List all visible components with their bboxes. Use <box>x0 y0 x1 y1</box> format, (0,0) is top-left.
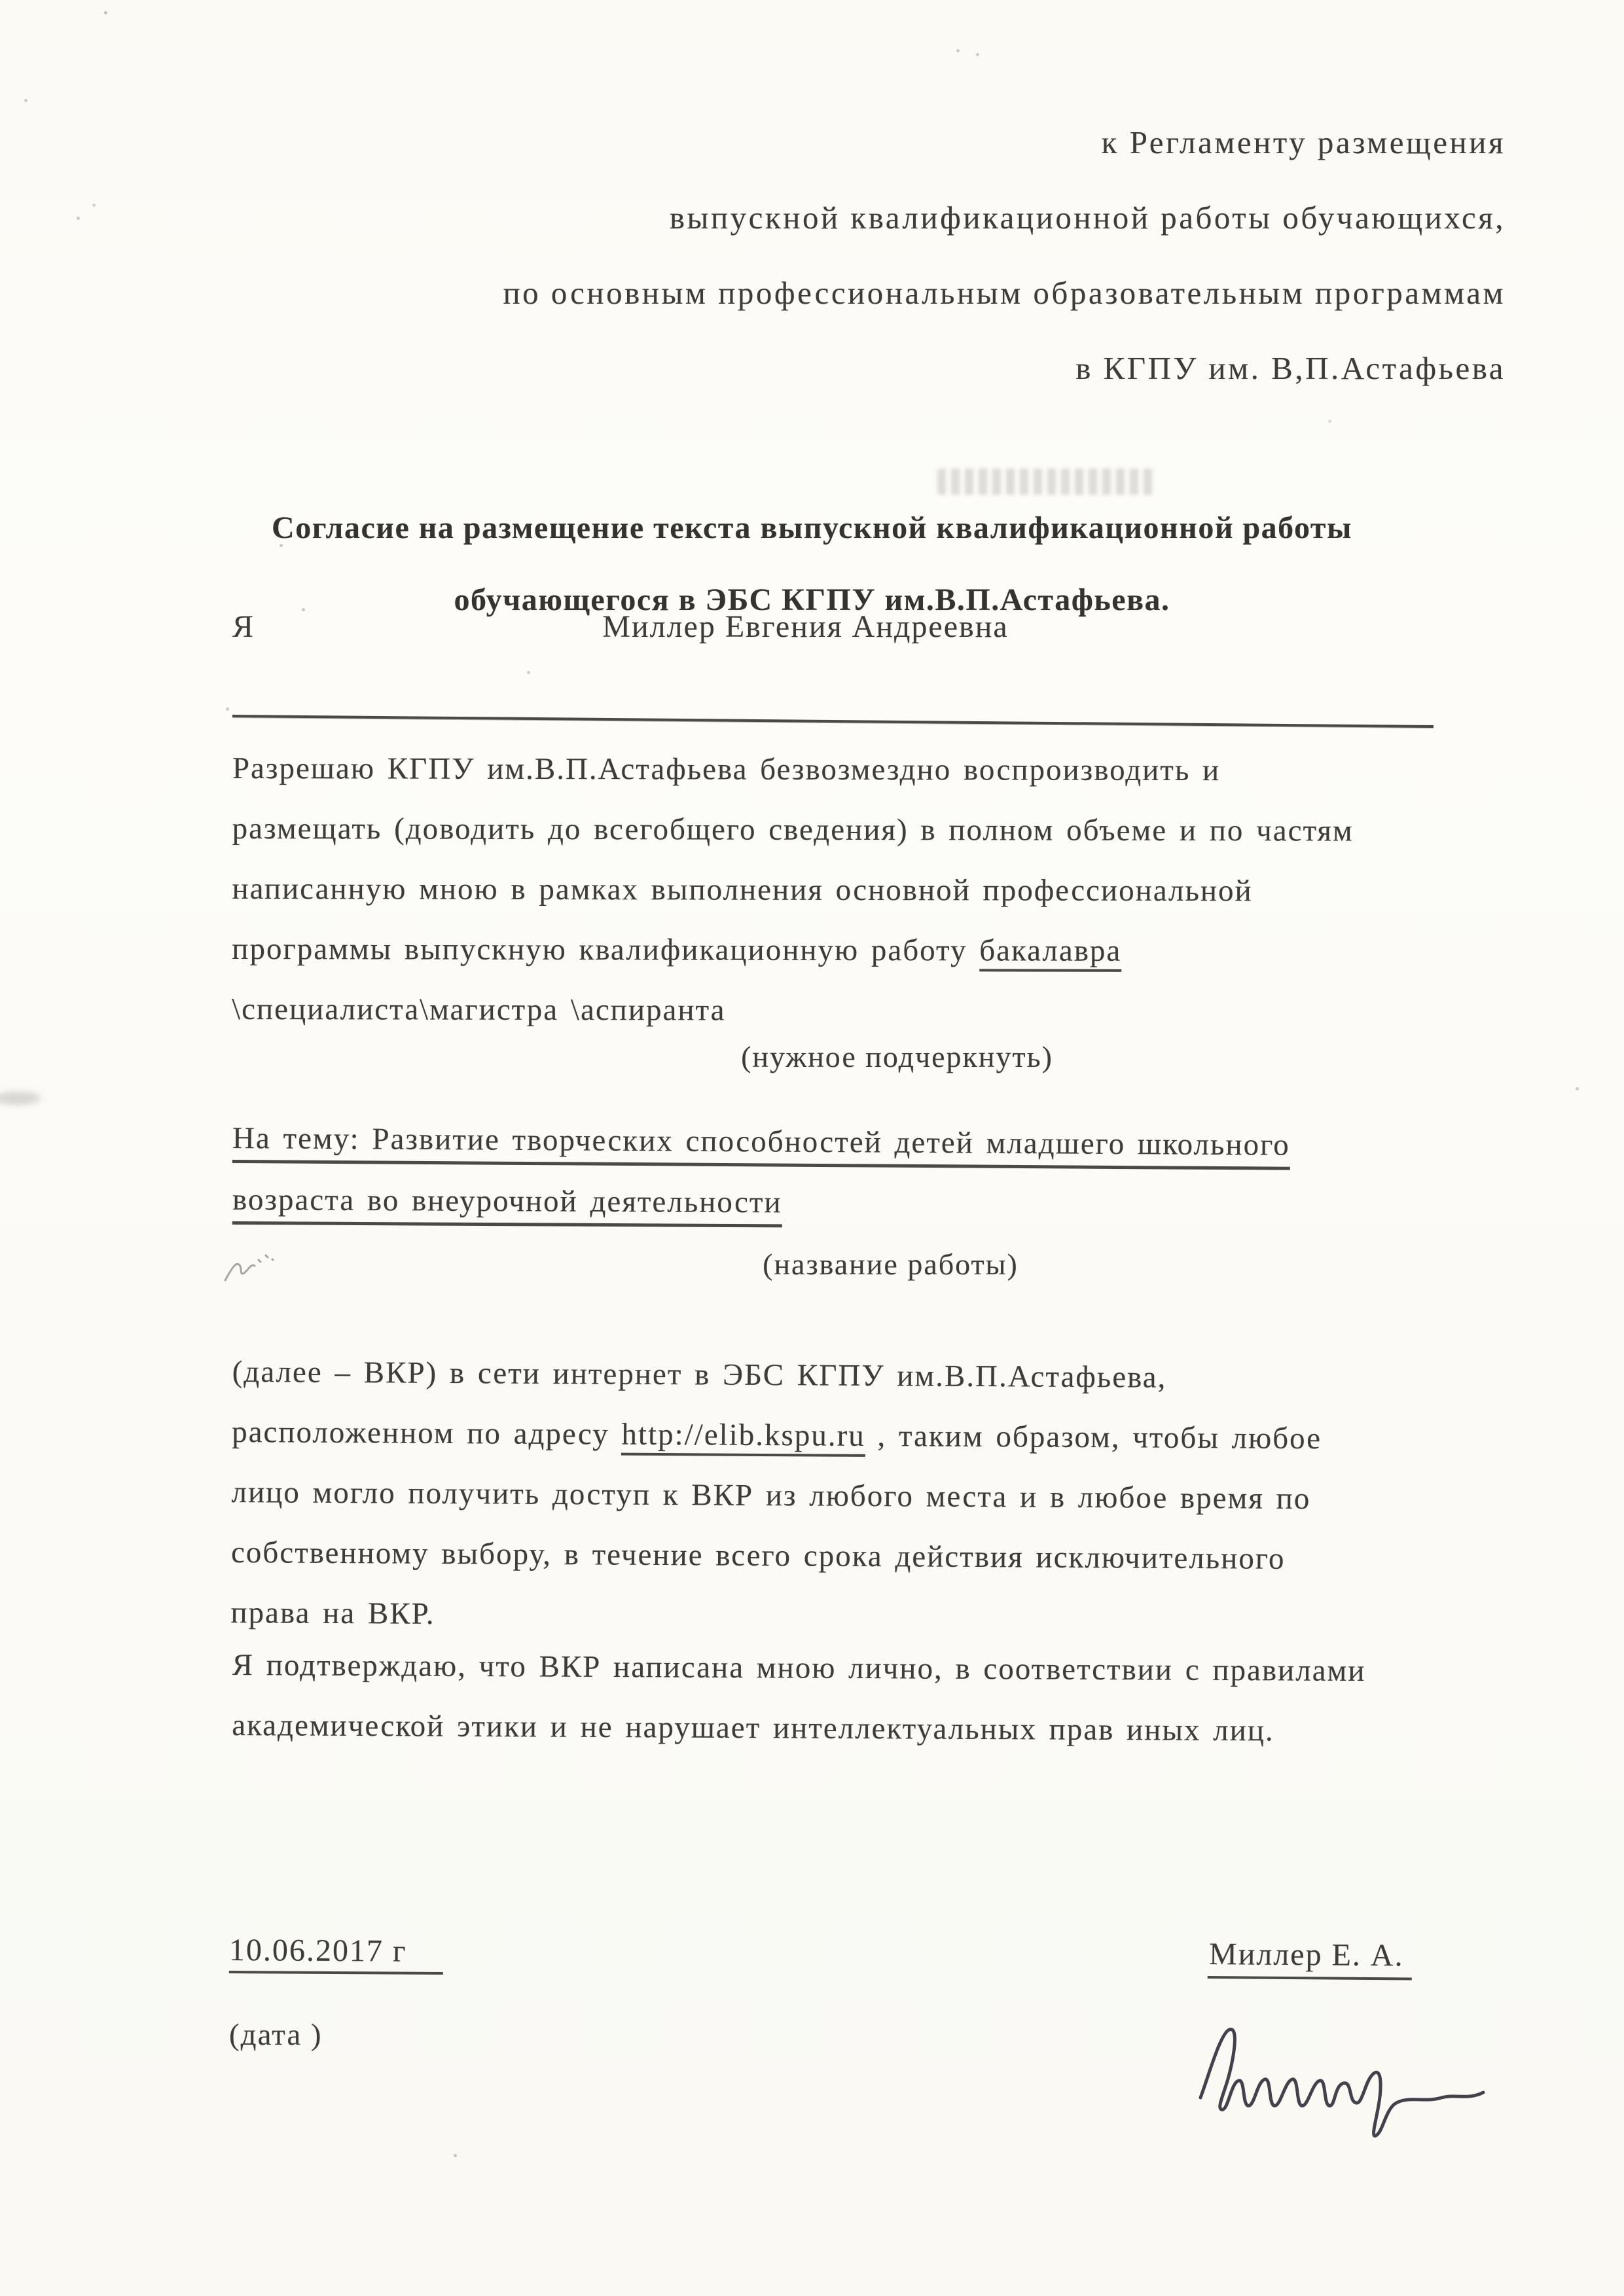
confirmation-paragraph <box>232 1635 1366 1761</box>
work-title-caption: (название работы) <box>763 1247 1019 1281</box>
document-title-line-2: обучающегося в ЭБС КГПУ им.В.П.Астафьева. <box>454 583 1170 617</box>
name-underline-rule <box>232 715 1434 728</box>
topic-line-2 <box>232 1182 782 1227</box>
scan-dust-speckles <box>0 0 2 2</box>
annex-line-2: выпускной квалификационной работы обучающихся, <box>669 200 1506 236</box>
handwritten-signature <box>1191 2000 1499 2150</box>
permission-line-3: написанную мною в рамках выполнения основной профессиональной <box>232 871 1253 908</box>
terms-line-5: права на ВКР. <box>230 1595 435 1631</box>
terms-line-3: лицо могло получить доступ к ВКР из любого места и в любое время по <box>231 1475 1311 1516</box>
date-caption: (дата ) <box>229 2018 323 2052</box>
permission-paragraph <box>232 738 1354 1042</box>
permission-line-1: Разрешаю КГПУ им.В.П.Астафьева безвозмездно воспроизводить и <box>232 751 1221 788</box>
declarant-pronoun: Я <box>232 609 255 644</box>
bleed-through-smudge <box>937 469 1157 495</box>
topic-line-2-text: возраста во внеурочной деятельности <box>232 1182 782 1227</box>
topic-line-1 <box>232 1121 1290 1170</box>
permission-line-4-prefix: программы выпускную квалификационную работу <box>232 931 980 968</box>
date-value: 10.06.2017 г <box>229 1932 443 1975</box>
signature-name-value: Миллер Е. А. <box>1208 1936 1412 1980</box>
terms-line-1: (далее – ВКР) в сети интернет в ЭБС КГПУ им.В.П.Астафьева, <box>232 1354 1167 1395</box>
permission-line-5: \специалиста\магистра \аспиранта <box>232 992 726 1028</box>
underline-instruction-note: (нужное подчеркнуть) <box>741 1040 1053 1073</box>
terms-line-4: собственному выбору, в течение всего срока действия исключительного <box>230 1535 1286 1576</box>
document-title-line-1: Согласие на размещение текста выпускной квалификационной работы <box>272 511 1352 545</box>
terms-line-2 <box>232 1402 1322 1469</box>
annex-line-4: в КГПУ им. В,П.Астафьева <box>1075 350 1506 386</box>
degree-underlined-bachelor: бакалавра <box>979 933 1121 971</box>
declarant-name: Миллер Евгения Андреевна <box>602 609 1009 644</box>
annex-line-1: к Регламенту размещения <box>1101 124 1506 160</box>
terms-line-2-prefix: расположенном по адресу <box>231 1414 622 1452</box>
permission-line-2: размещать (доводить до всегобщего сведения) в полном объеме и по частям <box>232 811 1354 848</box>
annex-line-3: по основным профессиональным образовательным программам <box>503 275 1506 311</box>
terms-line-2-suffix: , таким образом, чтобы любое <box>865 1418 1322 1456</box>
confirmation-line-1: Я подтверждаю, что ВКР написана мною лично, в соответствии с правилами <box>232 1647 1366 1689</box>
topic-line-1-text: На тему: Развитие творческих способностей детей младшего школьного <box>232 1121 1290 1170</box>
scan-edge-smudge <box>0 1092 41 1105</box>
signature-name-field <box>1208 1936 1412 1979</box>
confirmation-line-2: академической этики и не нарушает интеллектуальных прав иных лиц. <box>232 1708 1274 1748</box>
permission-line-4 <box>232 919 1353 982</box>
elib-url-text: http://elib.kspu.ru <box>621 1418 865 1457</box>
terms-paragraph <box>230 1342 1322 1649</box>
annex-reference-block <box>503 105 1506 406</box>
declarant-row <box>0 609 1624 645</box>
date-field <box>229 1932 443 1973</box>
